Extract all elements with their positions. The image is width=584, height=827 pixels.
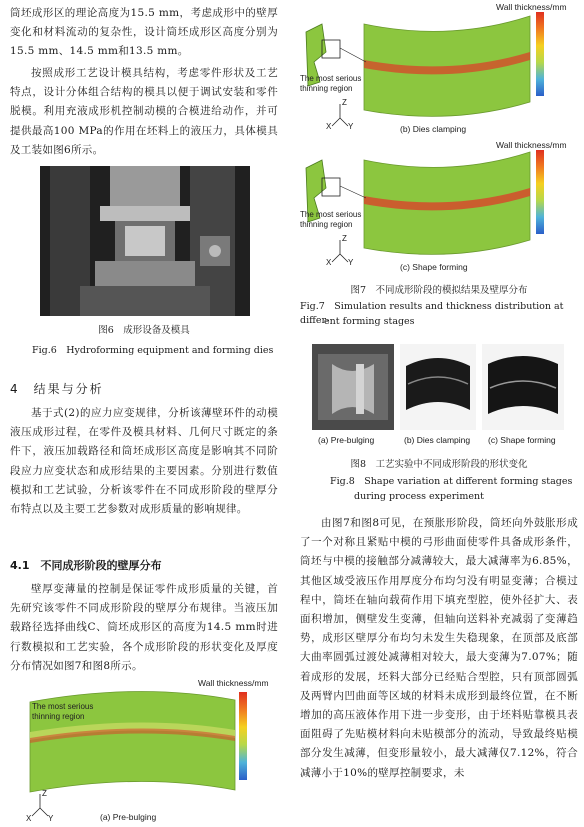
fig6-caption-en: Fig.6 Hydroforming equipment and forming dies	[32, 345, 274, 356]
fig7a-wall-thickness-label: Wall thickness/mm	[198, 678, 269, 688]
fig8c-subcaption: (c) Shape forming	[488, 435, 556, 445]
paragraph-forming-height: 筒坯成形区的理论高度为15.5 mm，考虑成形中的壁厚变化和材料流动的复杂性，设计筒坯成形区高度分别为15.5 mm、14.5 mm和13.5 mm。	[10, 7, 278, 58]
subsection-heading: 4.1 不同成形阶段的壁厚分布	[10, 559, 162, 572]
fig7b-simulation	[300, 2, 578, 134]
fig8a-subcaption: (a) Pre-bulging	[318, 435, 375, 445]
hydroforming-equipment-photo	[40, 166, 250, 316]
fig7b-wall-thickness-label: Wall thickness/mm	[496, 2, 567, 12]
fig7-caption-en-line2: ent forming stages	[324, 316, 415, 327]
fig7b-thickness-legend	[536, 12, 544, 96]
fig8-caption-en-line1: Fig.8 Shape variation at different forming stages	[330, 476, 573, 487]
fig7c-subcaption: (c) Shape forming	[400, 262, 468, 272]
fig7a-subcaption: (a) Pre-bulging	[100, 812, 157, 822]
fig7a-simulation	[10, 672, 278, 824]
fig7b-subcaption: (b) Dies clamping	[400, 124, 467, 134]
fig8c-photo-drawing	[482, 344, 564, 430]
paragraph-analysis: 基于式(2)的应力应变规律，分析该薄壁环件的动模液压成形过程，在零件及模具材料、几何尺寸既定的条件下，液压加载路径和筒坯成形区高度是影响其不同阶段应力应变状态和成形结果的主要因素。分别进行数值模拟和工艺试验，分析该零件在不同成形阶段的壁厚分布特点以及主要工艺参数对成形质量的影响规律。	[10, 407, 278, 516]
paragraph-results-discussion: 由图7和图8可见，在预胀形阶段，筒坯向外鼓胀形成了一个对称且紧贴中模的弓形曲面使零件具备成形条件，筒坯与中模的接触部分减薄较大，最大减薄率为6.85%，其他区域受液压作用厚度分布均匀没有明显变薄；合模过程中，筒坯在轴向载荷作用下填充型腔，使外径扩大、表面积增加，侧壁发生变薄，但轴向送料补充减弱了变薄趋势，成形区壁厚分布均匀未发生失稳现象，在顶部及底部大曲率圆弧过渡处减薄相对较大，最大变薄为7.07%；随着成形的发展，坯料大部分已经贴合型腔，只有顶部圆弧及两臂内凹曲面等区域的材料未成形到最终位置，在不断增加的高压液体作用下进一步变形，由于坯料贴靠模具表面阻碍了先贴模材料向未贴模部分的流动，导致最终贴模部分发生减薄，但变形量较小，最大减薄仅7.12%，符合减薄小于10%的壁厚控制要求，未	[300, 517, 578, 779]
fig8b-photo-drawing	[400, 344, 476, 430]
fig7c-axis-y: Y	[348, 258, 354, 267]
fig7a-axis-y: Y	[48, 814, 54, 823]
fig7a-thinning-label: The most serious thinning region	[32, 702, 94, 721]
fig7c-simulation	[300, 136, 578, 276]
paragraph-die-design: 按照成形工艺设计模具结构，考虑零件形状及工艺特点，设计分体组合结构的模具以便于调试安装和零件脱模。利用充液成形机控制动模的合模进给动作，并可提供最高100 MPa的作用在坯料上的液压力，具体模具及工装如图6所示。	[10, 67, 278, 156]
fig7b-axis-x: X	[326, 122, 332, 131]
fig8c-photo	[482, 344, 564, 430]
fig8a-photo-drawing	[312, 344, 394, 430]
fig7c-thickness-legend	[536, 150, 544, 234]
fig7c-wall-thickness-label: Wall thickness/mm	[496, 140, 567, 150]
fig7c-axis-x: X	[326, 258, 332, 267]
fig7c-axis-z: Z	[342, 234, 347, 243]
fig8b-photo	[400, 344, 476, 430]
fig8b-subcaption: (b) Dies clamping	[404, 435, 471, 445]
section-heading: 4 结果与分析	[10, 382, 104, 396]
fig7b-axis-y: Y	[348, 122, 354, 131]
fig7-caption-cn: 图7 不同成形阶段的模拟结果及壁厚分布	[350, 285, 528, 296]
fig7-caption-en-line1: Fig.7 Simulation results and thickness distribution at differ-	[300, 301, 564, 326]
fig7a-axis-x: X	[26, 814, 32, 823]
fig7a-thickness-legend	[239, 692, 247, 780]
fig8-caption-en-line2: during process experiment	[354, 491, 484, 502]
paragraph-thickness-control: 壁厚变薄量的控制是保证零件成形质量的关键，首先研究该零件不同成形阶段的壁厚分布规律。当液压加载路径选择曲线C、筒坯成形区的高度为14.5 mm时进行数模拟和工艺实验，各个成形阶段的形状变化及厚度分布情况如图7和图8所示。	[10, 583, 278, 672]
fig7b-thinning-label: The most serious thinning region	[300, 74, 362, 93]
equipment-photo-drawing	[40, 166, 250, 316]
fig8-caption-cn: 图8 工艺实验中不同成形阶段的形状变化	[350, 459, 528, 470]
fig8a-photo	[312, 344, 394, 430]
fig7b-axis-z: Z	[342, 98, 347, 107]
fig7c-thinning-label: The most serious thinning region	[300, 210, 362, 229]
fig6-caption-cn: 图6 成形设备及模具	[98, 325, 190, 336]
fig7a-axis-z: Z	[42, 789, 47, 798]
